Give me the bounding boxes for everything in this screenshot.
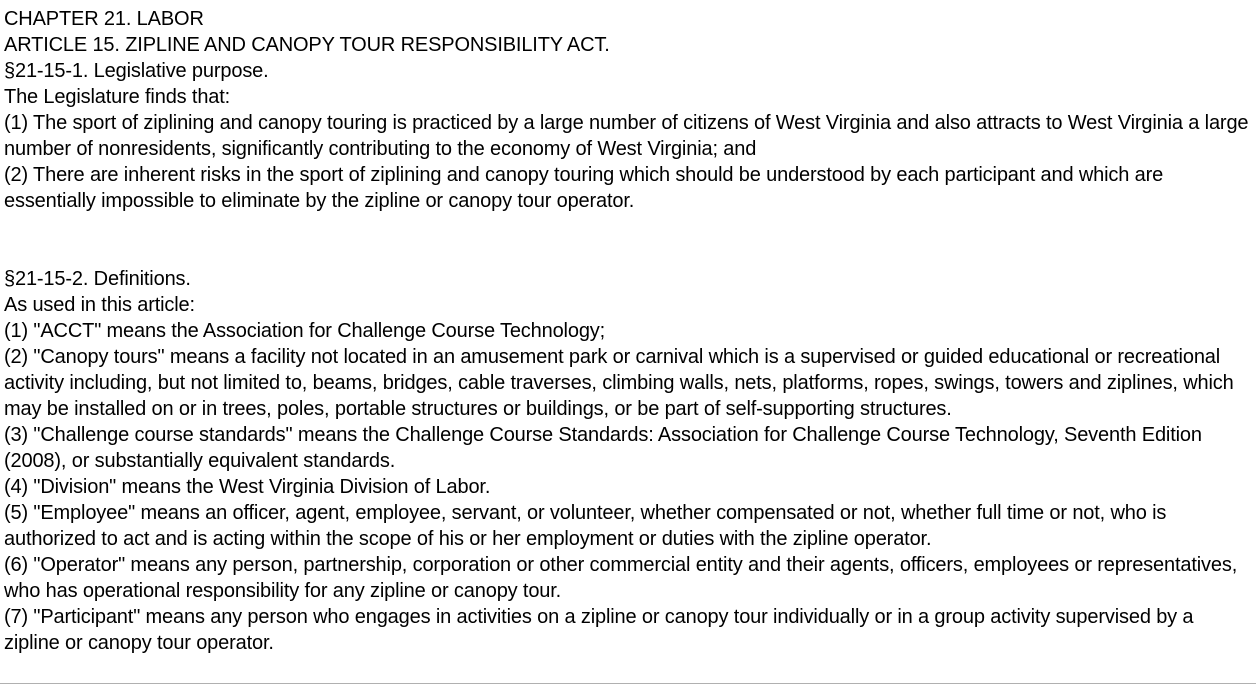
list-item: (1) "ACCT" means the Association for Challenge Course Technology; — [4, 320, 606, 342]
list-item: (4) "Division" means the West Virginia Division of Labor. — [4, 476, 491, 498]
section-intro: The Legislature finds that: — [4, 86, 231, 108]
list-item: (7) "Participant" means any person who engages in activities on a zipline or canopy tour individually or in a group activity supervised by a zipline or canopy tour operator. — [4, 606, 1194, 654]
list-item: (2) There are inherent risks in the sport of ziplining and canopy touring which should be understood by each participant and which are essentially impossible to eliminate by the zipline or canopy tour operator. — [4, 164, 1164, 212]
list-item: (3) "Challenge course standards" means the Challenge Course Standards: Association for Challenge Course Technology, Seventh Edition (2008), or substantially equivalent standards. — [4, 424, 1202, 472]
section-heading: §21-15-1. Legislative purpose. — [4, 60, 269, 82]
chapter-heading: CHAPTER 21. LABOR — [4, 8, 204, 30]
article-heading: ARTICLE 15. ZIPLINE AND CANOPY TOUR RESPONSIBILITY ACT. — [4, 34, 610, 56]
section-heading: §21-15-2. Definitions. — [4, 268, 191, 290]
list-item: (2) "Canopy tours" means a facility not located in an amusement park or carnival which is a supervised or guided educational or recreational activity including, but not limited to, beams, bridges, cable traverses, climbing walls, nets, platforms, ropes, swings, towers and ziplines, which may be installed on or in trees, poles, portable structures or buildings, or be part of self-supporting structures. — [4, 346, 1234, 420]
list-item: (6) "Operator" means any person, partnership, corporation or other commercial entity and their agents, officers, employees or representatives, who has operational responsibility for any zipline or canopy tour. — [4, 554, 1238, 602]
list-item: (1) The sport of ziplining and canopy touring is practiced by a large number of citizens of West Virginia and also attracts to West Virginia a large number of nonresidents, significantly contributing to the economy of West Virginia; and — [4, 112, 1249, 160]
list-item: (5) "Employee" means an officer, agent, employee, servant, or volunteer, whether compensated or not, whether full time or not, who is authorized to act and is acting within the scope of his or her employment or duties with the zipline operator. — [4, 502, 1167, 550]
section-spacer — [4, 214, 1252, 266]
section-intro: As used in this article: — [4, 294, 195, 316]
document-body — [4, 6, 1252, 656]
